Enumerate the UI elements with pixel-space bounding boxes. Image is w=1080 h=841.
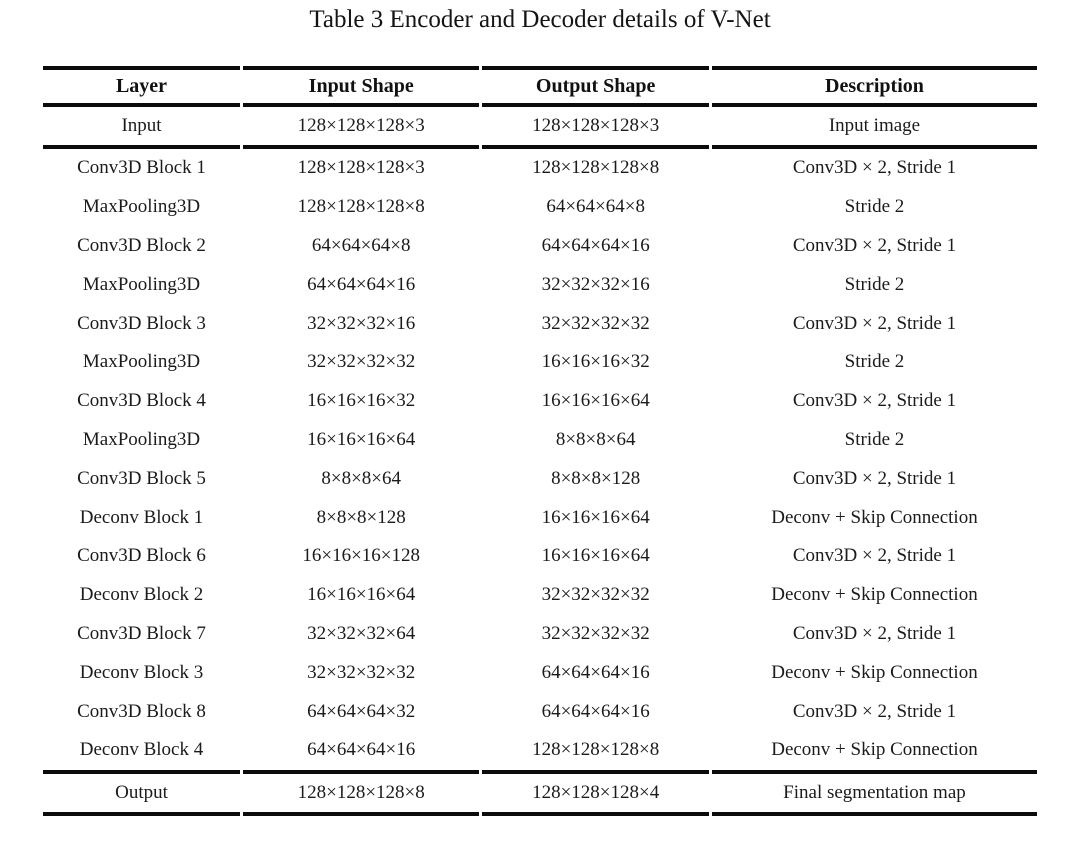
table-row xyxy=(43,149,1037,188)
table-caption: Table 3 Encoder and Decoder details of V-Net xyxy=(309,6,771,33)
table-row xyxy=(43,265,1037,304)
table-row xyxy=(43,615,1037,654)
table-cell-output-shape: 128×128×128×8 xyxy=(532,157,660,179)
table-cell-layer: Deconv Block 3 xyxy=(79,661,204,683)
table-cell-input-shape: 128×128×128×8 xyxy=(297,196,425,218)
table-row xyxy=(43,537,1037,576)
table-cell-input-shape: 32×32×32×16 xyxy=(307,312,416,334)
vnet-encoder-decoder-table xyxy=(40,66,1040,816)
table-row xyxy=(43,576,1037,615)
table-cell-input-shape: 128×128×128×3 xyxy=(297,157,425,179)
column-header-description: Description xyxy=(712,66,1037,107)
table-cell-description: Conv3D × 2, Stride 1 xyxy=(792,234,957,256)
table-cell-output-shape: 128×128×128×8 xyxy=(482,731,709,774)
table-cell-layer: MaxPooling3D xyxy=(82,196,201,218)
table-cell-output-shape: 32×32×32×16 xyxy=(541,273,650,295)
table-header xyxy=(43,66,1037,107)
table-cell-layer: MaxPooling3D xyxy=(82,273,201,295)
table-header-row xyxy=(43,66,1037,107)
table-cell-input-shape: 8×8×8×64 xyxy=(321,467,402,489)
column-header-output-shape: Output Shape xyxy=(482,66,709,107)
table-cell-input-shape: 64×64×64×32 xyxy=(307,700,416,722)
table-cell-description: Stride 2 xyxy=(844,351,905,373)
table-cell-layer: Deconv Block 4 xyxy=(43,731,240,774)
table-cell-output-shape: 128×128×128×4 xyxy=(482,774,709,816)
table-cell-layer: Input xyxy=(43,107,240,149)
table-body xyxy=(43,107,1037,816)
table-row xyxy=(43,774,1037,816)
column-header-layer: Layer xyxy=(43,66,240,107)
table-cell-output-shape: 16×16×16×64 xyxy=(541,506,650,528)
table-cell-output-shape: 64×64×64×16 xyxy=(541,700,650,722)
table-row xyxy=(43,459,1037,498)
table-cell-description: Conv3D × 2, Stride 1 xyxy=(792,390,957,412)
table-cell-description: Final segmentation map xyxy=(712,774,1037,816)
table-cell-output-shape: 16×16×16×64 xyxy=(541,545,650,567)
table-row xyxy=(43,421,1037,460)
table-cell-layer: Output xyxy=(43,774,240,816)
table-cell-input-shape: 64×64×64×16 xyxy=(307,273,416,295)
table-cell-input-shape: 64×64×64×16 xyxy=(243,731,479,774)
table-cell-description: Deconv + Skip Connection xyxy=(771,506,978,528)
table-row xyxy=(43,382,1037,421)
table-cell-input-shape: 64×64×64×8 xyxy=(311,234,411,256)
table-cell-input-shape: 32×32×32×32 xyxy=(307,661,416,683)
table-row xyxy=(43,107,1037,149)
table-cell-output-shape: 128×128×128×3 xyxy=(482,107,709,149)
table-cell-layer: Conv3D Block 4 xyxy=(77,390,206,412)
table-cell-description: Input image xyxy=(712,107,1037,149)
table-cell-layer: Conv3D Block 5 xyxy=(77,467,206,489)
table-row xyxy=(43,498,1037,537)
table-cell-input-shape: 16×16×16×64 xyxy=(307,584,416,606)
table-cell-input-shape: 16×16×16×32 xyxy=(307,390,416,412)
table-cell-input-shape: 16×16×16×128 xyxy=(302,545,421,567)
table-row xyxy=(43,731,1037,774)
table-cell-output-shape: 32×32×32×32 xyxy=(541,622,650,644)
table-row xyxy=(43,692,1037,731)
table-cell-description: Stride 2 xyxy=(844,428,905,450)
table-cell-layer: Deconv Block 1 xyxy=(79,506,204,528)
table-cell-layer: Deconv Block 2 xyxy=(79,584,204,606)
table-cell-output-shape: 64×64×64×16 xyxy=(541,661,650,683)
table-cell-layer: Conv3D Block 2 xyxy=(77,234,206,256)
table-cell-output-shape: 8×8×8×128 xyxy=(551,467,641,489)
table-cell-layer: Conv3D Block 1 xyxy=(77,157,206,179)
table-cell-description: Conv3D × 2, Stride 1 xyxy=(792,312,957,334)
table-cell-description: Conv3D × 2, Stride 1 xyxy=(792,622,957,644)
table-cell-description: Deconv + Skip Connection xyxy=(712,731,1037,774)
table-cell-output-shape: 16×16×16×64 xyxy=(541,390,650,412)
table-cell-input-shape: 32×32×32×64 xyxy=(307,622,416,644)
table-cell-layer: Conv3D Block 3 xyxy=(77,312,206,334)
table-row xyxy=(43,227,1037,266)
table-cell-input-shape: 8×8×8×128 xyxy=(316,506,406,528)
table-row xyxy=(43,343,1037,382)
table-cell-layer: Conv3D Block 7 xyxy=(77,622,206,644)
table-row xyxy=(43,653,1037,692)
table-cell-description: Deconv + Skip Connection xyxy=(771,584,978,606)
table-cell-output-shape: 32×32×32×32 xyxy=(541,312,650,334)
table-cell-description: Conv3D × 2, Stride 1 xyxy=(792,467,957,489)
table-cell-layer: MaxPooling3D xyxy=(82,351,201,373)
table-cell-output-shape: 32×32×32×32 xyxy=(541,584,650,606)
table-cell-output-shape: 8×8×8×64 xyxy=(555,428,636,450)
table-cell-description: Stride 2 xyxy=(844,273,905,295)
table-cell-layer: Conv3D Block 8 xyxy=(77,700,206,722)
table-cell-layer: MaxPooling3D xyxy=(82,428,201,450)
table-cell-output-shape: 64×64×64×16 xyxy=(541,234,650,256)
table-row xyxy=(43,188,1037,227)
table-cell-description: Conv3D × 2, Stride 1 xyxy=(792,545,957,567)
table-cell-output-shape: 64×64×64×8 xyxy=(546,196,645,218)
table-cell-description: Deconv + Skip Connection xyxy=(771,661,978,683)
table-cell-input-shape: 32×32×32×32 xyxy=(307,351,416,373)
column-header-input-shape: Input Shape xyxy=(243,66,479,107)
table-cell-description: Conv3D × 2, Stride 1 xyxy=(792,157,957,179)
table-cell-description: Conv3D × 2, Stride 1 xyxy=(792,700,957,722)
table-cell-description: Stride 2 xyxy=(844,196,905,218)
table-cell-input-shape: 128×128×128×3 xyxy=(243,107,479,149)
table-row xyxy=(43,304,1037,343)
table-cell-input-shape: 16×16×16×64 xyxy=(307,428,416,450)
table-cell-output-shape: 16×16×16×32 xyxy=(541,351,650,373)
table-cell-input-shape: 128×128×128×8 xyxy=(243,774,479,816)
table-cell-layer: Conv3D Block 6 xyxy=(77,545,206,567)
